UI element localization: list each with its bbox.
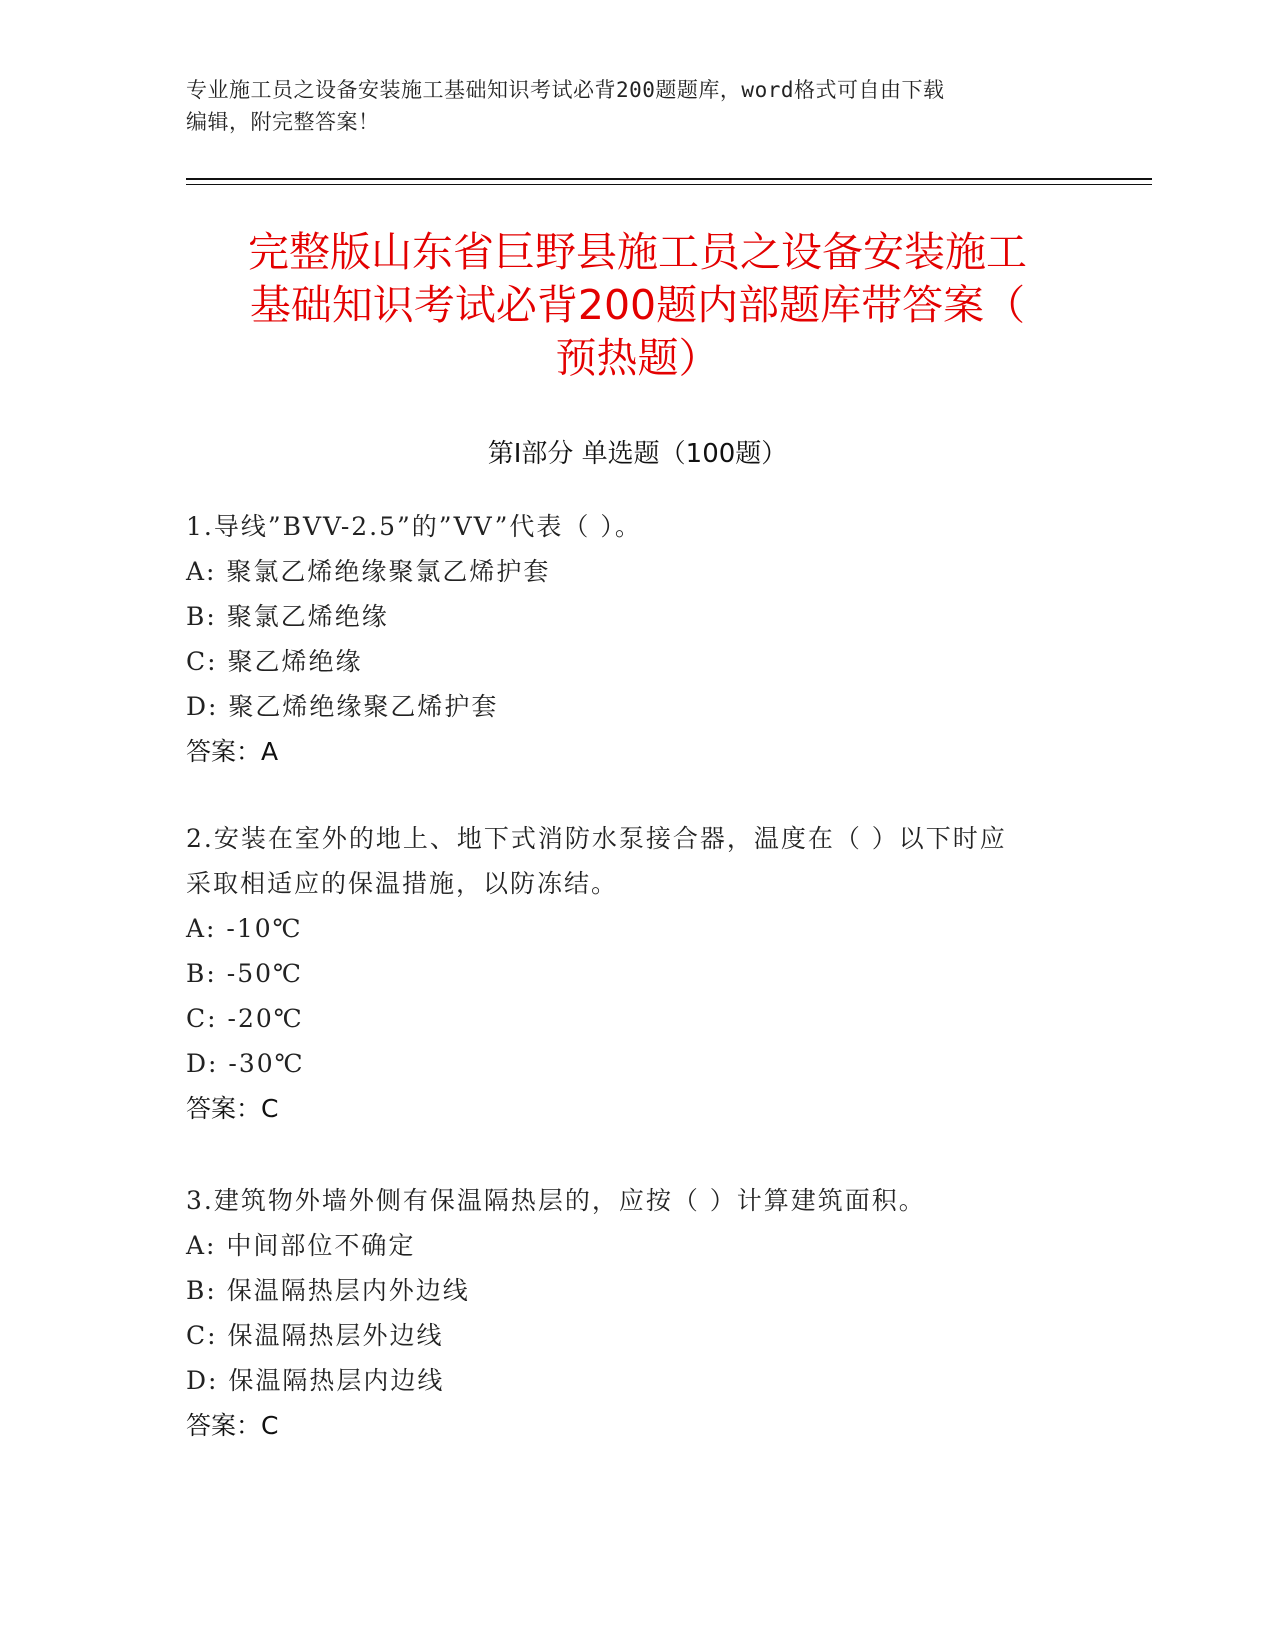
section-heading: 第I部分 单选题（100题） [487,439,788,469]
question-1-stem: 1.导线”BVV-2.5”的”VV”代表（ ）。 [186,512,642,541]
question-2-option-d: D: -30℃ [186,1049,305,1078]
question-1-option-b: B: 聚氯乙烯绝缘 [186,602,389,631]
header-divider-thin [186,184,1152,185]
question-1-option-d: D: 聚乙烯绝缘聚乙烯护套 [186,692,499,721]
question-2-option-c: C: -20℃ [186,1004,304,1033]
question-1 [186,504,1086,774]
document-title-line-2: 基础知识考试必背200题内部题库带答案（ [249,281,1026,329]
question-3-option-a: A: 中间部位不确定 [186,1231,416,1260]
question-1-option-a: A: 聚氯乙烯绝缘聚氯乙烯护套 [186,557,551,586]
question-3 [186,1178,1086,1448]
question-2-answer: 答案：C [186,1094,279,1123]
document-title-line-3: 预热题） [555,334,720,382]
header-note-line-2: 编辑，附完整答案！ [186,110,380,134]
question-2-option-b: B: -50℃ [186,959,303,988]
header-divider-thick [186,178,1152,180]
question-3-stem: 3.建筑物外墙外侧有保温隔热层的，应按（ ）计算建筑面积。 [186,1186,926,1215]
header-note [186,74,1086,138]
question-2-option-a: A: -10℃ [186,914,303,943]
question-3-option-b: B: 保温隔热层内外边线 [186,1276,470,1305]
question-2-stem-line-1: 2.安装在室外的地上、地下式消防水泵接合器，温度在（ ）以下时应 [186,824,1007,853]
question-3-answer: 答案：C [186,1411,279,1440]
document-title-line-1: 完整版山东省巨野县施工员之设备安装施工 [248,228,1027,276]
question-2 [186,816,1086,1131]
header-note-line-1: 专业施工员之设备安装施工基础知识考试必背200题题库，word格式可自由下载 [186,78,945,102]
question-3-option-d: D: 保温隔热层内边线 [186,1366,445,1395]
question-2-stem-line-2: 采取相适应的保温措施，以防冻结。 [186,869,619,898]
question-3-option-c: C: 保温隔热层外边线 [186,1321,444,1350]
question-1-option-c: C: 聚乙烯绝缘 [186,647,363,676]
document-title [190,226,1085,385]
question-1-answer: 答案：A [186,737,279,766]
